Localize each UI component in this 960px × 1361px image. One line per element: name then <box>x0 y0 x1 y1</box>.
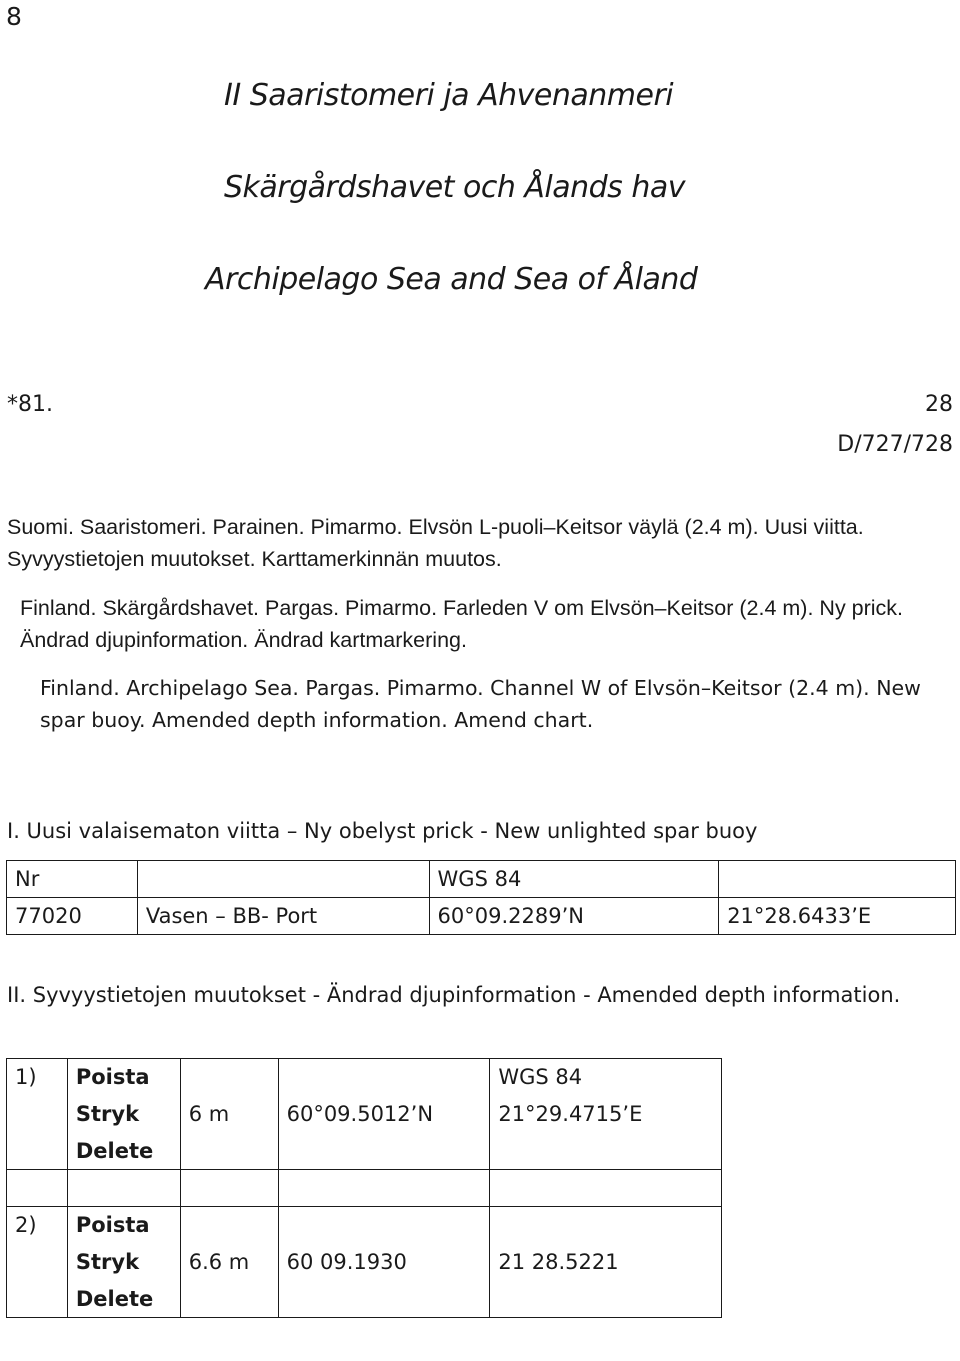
header-cell <box>137 861 429 898</box>
empty-cell <box>278 1170 490 1207</box>
table-row <box>7 1096 722 1133</box>
entry-label: Poista <box>67 1207 180 1244</box>
entry-depth: 6 m <box>180 1096 278 1133</box>
notice-number: *81. <box>7 392 53 417</box>
empty-cell <box>180 1059 278 1096</box>
empty-cell <box>7 1170 68 1207</box>
paragraph-english: Finland. Archipelago Sea. Pargas. Pimarmo. Channel W of Elvsön–Keitsor (2.4 m). New spar buoy. Amended depth information. Amend chart. <box>40 676 921 732</box>
empty-cell <box>278 1281 490 1318</box>
empty-cell <box>7 1096 68 1133</box>
header-cell: Nr <box>7 861 138 898</box>
table-row <box>7 1207 722 1244</box>
buoy-number: 77020 <box>7 898 138 935</box>
entry-label: Delete <box>67 1281 180 1318</box>
buoy-type: Vasen – BB- Port <box>137 898 429 935</box>
table-row <box>7 1170 722 1207</box>
table-row <box>7 1059 722 1096</box>
entry-latitude: 60°09.5012’N <box>278 1096 490 1133</box>
paragraph-finnish: Suomi. Saaristomeri. Parainen. Pimarmo. Elvsön L-puoli–Keitsor väylä (2.4 m). Uusi viitta. Syvyystietojen muutokset. Karttamerkinnän muutos. <box>7 515 864 571</box>
empty-cell <box>7 1281 68 1318</box>
entry-longitude: 21°29.4715’E <box>490 1096 722 1133</box>
empty-cell <box>490 1170 722 1207</box>
buoy-table <box>6 860 956 935</box>
empty-cell <box>490 1133 722 1170</box>
table-row <box>7 1133 722 1170</box>
section-1-title: I. Uusi valaisematon viitta – Ny obelyst prick - New unlighted spar buoy <box>7 819 758 843</box>
section-2-title: II. Syvyystietojen muutokset - Ändrad djupinformation - Amended depth information. <box>7 983 901 1007</box>
header-cell: WGS 84 <box>429 861 719 898</box>
entry-label: Poista <box>67 1059 180 1096</box>
depth-table <box>6 1058 722 1318</box>
buoy-latitude: 60°09.2289’N <box>429 898 719 935</box>
empty-cell <box>180 1133 278 1170</box>
buoy-longitude: 21°28.6433’E <box>719 898 956 935</box>
paragraph-swedish: Finland. Skärgårdshavet. Pargas. Pimarmo. Farleden V om Elvsön–Keitsor (2.4 m). Ny prick. Ändrad djupinformation. Ändrad kartmarkering. <box>20 596 904 652</box>
entry-depth: 6.6 m <box>180 1244 278 1281</box>
table-row <box>7 1281 722 1318</box>
header-cell: WGS 84 <box>490 1059 722 1096</box>
empty-cell <box>278 1207 490 1244</box>
entry-index: 1) <box>7 1059 68 1096</box>
notice-ref-number: 28 <box>925 392 953 417</box>
entry-label: Stryk <box>67 1244 180 1281</box>
heading-english: Archipelago Sea and Sea of Åland <box>205 262 698 297</box>
entry-latitude: 60 09.1930 <box>278 1244 490 1281</box>
entry-longitude: 21 28.5221 <box>490 1244 722 1281</box>
empty-cell <box>490 1207 722 1244</box>
table-row <box>7 1244 722 1281</box>
empty-cell <box>180 1170 278 1207</box>
table-row <box>7 898 956 935</box>
empty-cell <box>7 1244 68 1281</box>
page-number: 8 <box>6 2 22 31</box>
empty-cell <box>180 1207 278 1244</box>
empty-cell <box>278 1059 490 1096</box>
empty-cell <box>278 1133 490 1170</box>
empty-cell <box>67 1170 180 1207</box>
entry-index: 2) <box>7 1207 68 1244</box>
notice-chart-ref: D/727/728 <box>837 432 953 457</box>
entry-label: Stryk <box>67 1096 180 1133</box>
header-cell <box>719 861 956 898</box>
table-header-row <box>7 861 956 898</box>
heading-swedish: Skärgårdshavet och Ålands hav <box>224 170 685 205</box>
heading-finnish: II Saaristomeri ja Ahvenanmeri <box>224 78 674 113</box>
empty-cell <box>7 1133 68 1170</box>
empty-cell <box>490 1281 722 1318</box>
entry-label: Delete <box>67 1133 180 1170</box>
empty-cell <box>180 1281 278 1318</box>
